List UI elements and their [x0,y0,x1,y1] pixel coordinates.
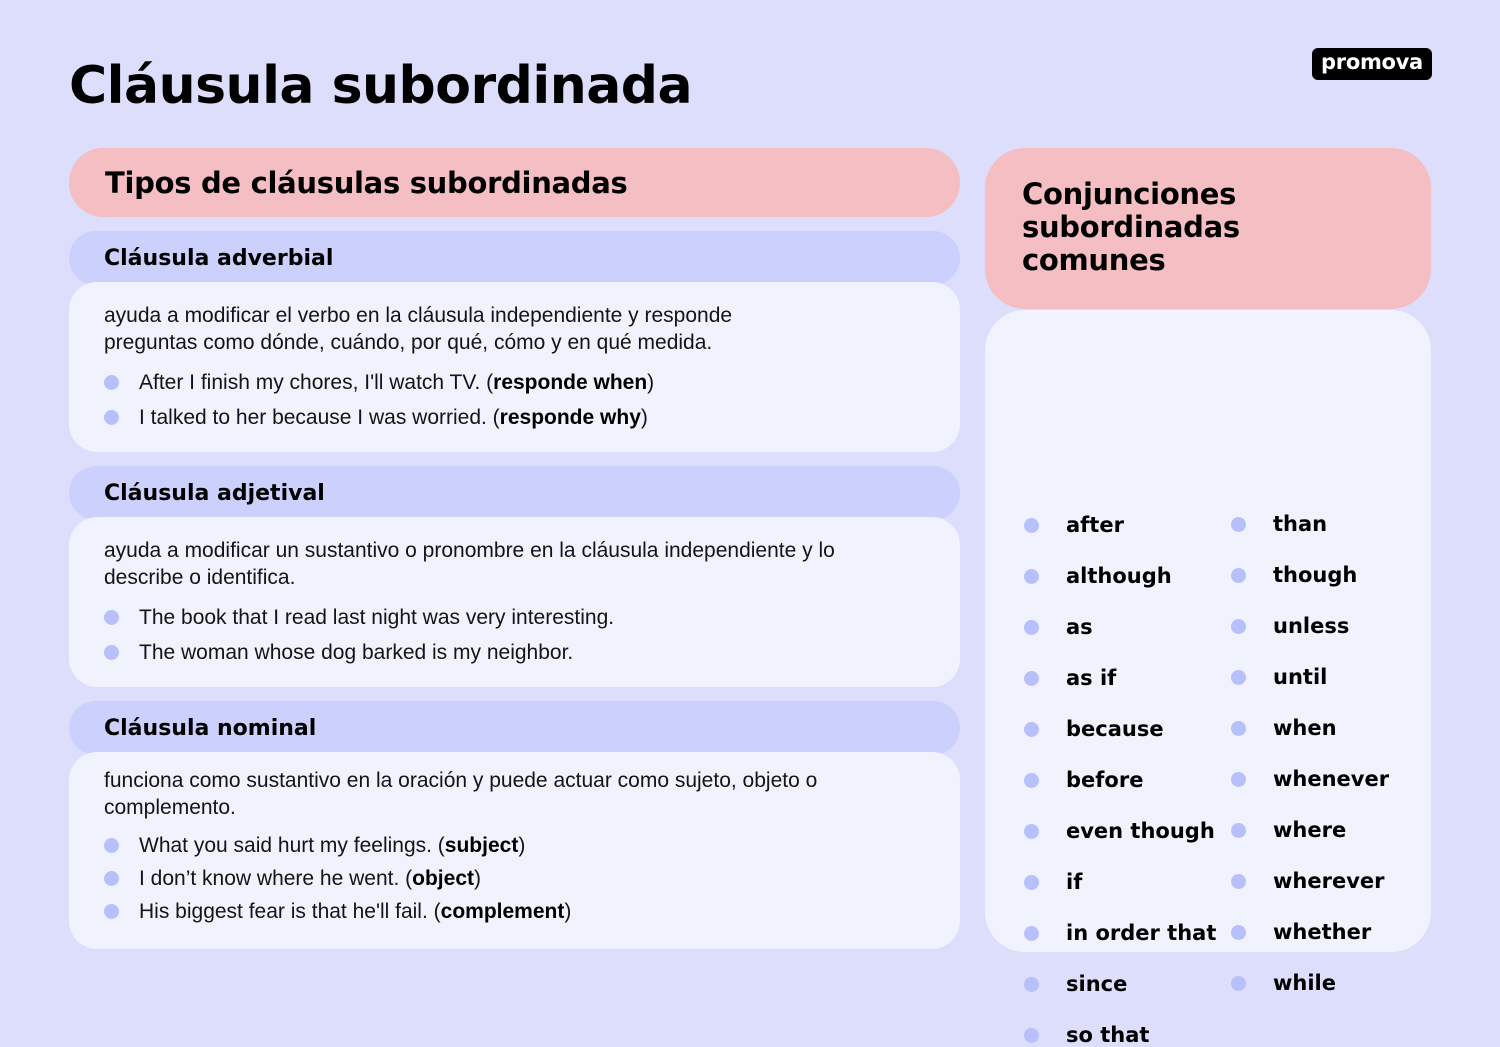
example-text: What you said hurt my feelings. (subject) [139,833,526,857]
conjunction-item [1024,972,1127,996]
conjunction-label: because [1066,717,1164,741]
bullet-icon [1024,977,1039,992]
conjunction-label: than [1273,512,1328,536]
example-item [104,369,925,396]
heading-line: subordinadas [1022,210,1240,244]
conjunction-label: although [1066,564,1172,588]
bullet-icon [104,610,119,625]
conjunction-label: though [1273,563,1358,587]
heading-line: comunes [1022,243,1166,277]
bullet-icon [1231,823,1246,838]
example-text: The woman whose dog barked is my neighbor. [139,640,574,664]
bullet-icon [1231,721,1246,736]
heading-line: Conjunciones [1022,177,1237,211]
bullet-icon [104,375,119,390]
conjunction-label: if [1066,870,1083,894]
example-text: His biggest fear is that he'll fail. (complement) [139,899,572,923]
conjunctions-panel [985,148,1431,1047]
example-item [104,898,925,925]
conjunction-item [1231,512,1327,536]
description-line: ayuda a modificar el verbo en la cláusula independiente y responde [104,304,733,327]
conjunction-item [1024,870,1082,894]
bullet-icon [1231,874,1246,889]
bullet-icon [1024,824,1039,839]
conjunction-item [1024,1023,1149,1047]
bullet-icon [104,871,119,886]
conjunction-label: even though [1066,819,1215,843]
section-heading-adverbial: Cláusula adverbial [69,231,960,285]
conjunction-label: until [1273,665,1328,689]
example-text: I talked to her because I was worried. (responde why) [139,405,648,429]
promova-logo: promova [1312,48,1432,80]
example-item [104,865,925,892]
conjunction-label: whenever [1273,767,1390,791]
conjunction-label: before [1066,768,1144,792]
conjunction-item [1231,614,1349,638]
example-text: After I finish my chores, I'll watch TV. (responde when) [139,370,655,394]
section-description [104,537,925,591]
bullet-icon [1024,875,1039,890]
section-description [104,767,925,821]
conjunction-item [1024,564,1172,588]
conjunction-item [1024,768,1143,792]
bullet-icon [1231,925,1246,940]
clause-types-panel [69,148,960,949]
bullet-icon [1024,926,1039,941]
bullet-icon [1231,568,1246,583]
bullet-icon [104,410,119,425]
conjunction-label: when [1273,716,1337,740]
conjunction-label: unless [1273,614,1350,638]
conjunction-item [1231,716,1337,740]
conjunction-label: while [1273,971,1336,995]
conjunctions-list [985,310,1431,1047]
conjunction-item [1024,513,1124,537]
description-line: complemento. [104,796,236,819]
conjunction-label: after [1066,513,1124,537]
bullet-icon [1231,976,1246,991]
conjunction-label: as if [1066,666,1117,690]
bullet-icon [1024,620,1039,635]
bullet-icon [1231,772,1246,787]
conjunction-item [1024,717,1164,741]
conjunction-label: whether [1273,920,1372,944]
bullet-icon [1024,722,1039,737]
conjunction-item [1024,666,1116,690]
description-line: describe o identifica. [104,566,296,589]
conjunction-label: since [1066,972,1128,996]
bullet-icon [1024,773,1039,788]
bullet-icon [1231,670,1246,685]
bullet-icon [104,838,119,853]
example-text: I don’t know where he went. (object) [139,866,481,890]
bullet-icon [1231,619,1246,634]
conjunction-item [1231,563,1357,587]
example-text: The book that I read last night was very interesting. [139,605,615,629]
conjunction-label: where [1273,818,1347,842]
example-item [104,404,925,431]
bullet-icon [104,645,119,660]
conjunction-item [1231,818,1346,842]
conjunction-item [1024,615,1093,639]
section-description [104,302,925,356]
conjunction-item [1231,920,1371,944]
section-card-adjectival [69,517,960,687]
bullet-icon [1231,517,1246,532]
section-card-adverbial [69,282,960,452]
conjunction-label: wherever [1273,869,1385,893]
page-title: Cláusula subordinada [69,56,693,116]
bullet-icon [1024,1028,1039,1043]
description-line: ayuda a modificar un sustantivo o pronombre en la cláusula independiente y lo [104,539,835,562]
section-heading-adjectival: Cláusula adjetival [69,466,960,520]
conjunction-label: as [1066,615,1093,639]
bullet-icon [1024,671,1039,686]
conjunction-label: so that [1066,1023,1150,1047]
bullet-icon [1024,569,1039,584]
section-heading-nominal: Cláusula nominal [69,701,960,755]
example-item [104,832,925,859]
conjunction-item [1231,767,1389,791]
conjunction-item [1024,819,1215,843]
conjunction-item [1024,921,1216,945]
conjunction-item [1231,971,1336,995]
conjunction-label: in order that [1066,921,1217,945]
description-line: funciona como sustantivo en la oración y puede actuar como sujeto, objeto o [104,769,818,792]
clause-types-heading: Tipos de cláusulas subordinadas [69,148,960,217]
section-card-nominal [69,752,960,949]
bullet-icon [104,904,119,919]
conjunctions-heading [985,148,1431,309]
conjunction-item [1231,665,1327,689]
bullet-icon [1024,518,1039,533]
example-item [104,639,925,666]
conjunction-item [1231,869,1384,893]
example-item [104,604,925,631]
description-line: preguntas como dónde, cuándo, por qué, cómo y en qué medida. [104,331,713,354]
